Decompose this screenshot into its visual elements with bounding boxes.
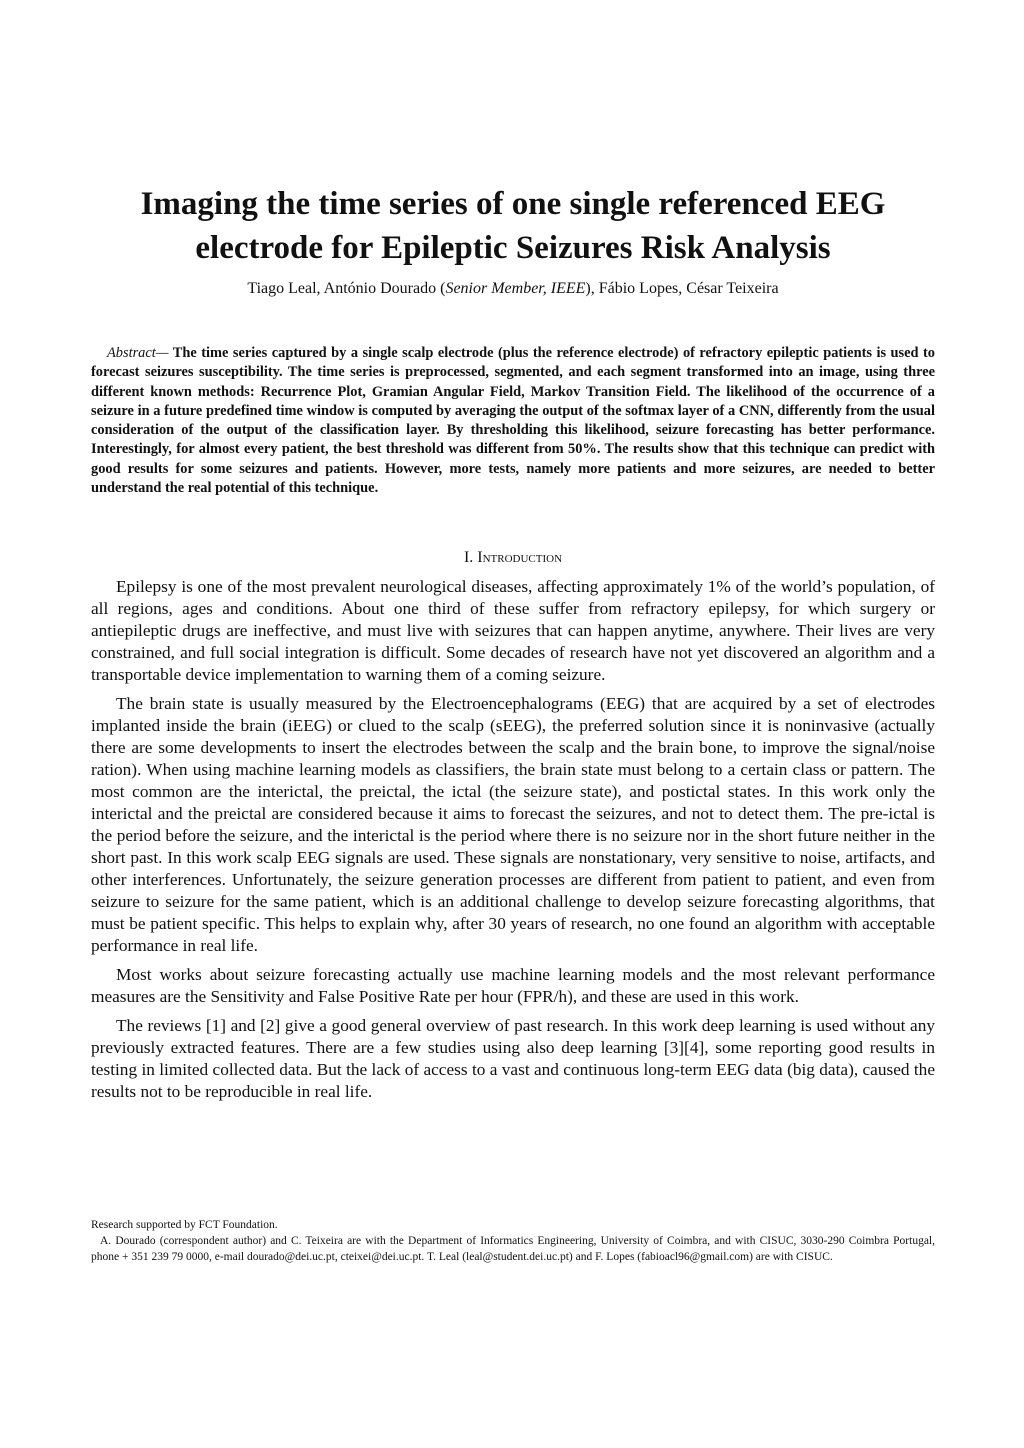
- section-title: Introduction: [477, 549, 563, 566]
- authors-names-rest: ), Fábio Lopes, César Teixeira: [585, 280, 779, 297]
- footnote-support: Research supported by FCT Foundation.: [91, 1219, 278, 1231]
- abstract-label: Abstract—: [107, 345, 169, 361]
- footnote: [91, 1217, 935, 1265]
- paragraph: The reviews [1] and [2] give a good general overview of past research. In this work deep learning is used without any previously extracted features. There are a few studies using also deep learning [3][4], some reporting good results in testing in limited collected data. But the lack of access to a vast and continuous long-term EEG data (big data), caused the results not to be reproducible in real life.: [91, 1016, 935, 1101]
- authors-names-first: Tiago Leal, António Dourado (: [247, 280, 446, 297]
- section-number: I.: [463, 549, 474, 566]
- paper-title: Imaging the time series of one single referenced EEG electrode for Epileptic Seizures Risk Analysis: [140, 186, 886, 266]
- paragraph: Most works about seizure forecasting actually use machine learning models and the most relevant performance measures are the Sensitivity and False Positive Rate per hour (FPR/h), and these are used in this work.: [91, 965, 935, 1006]
- introduction-body: [91, 576, 935, 1110]
- section-heading-introduction: [91, 547, 935, 569]
- paragraph: Epilepsy is one of the most prevalent neurological diseases, affecting approximately 1% of the world’s population, of all regions, ages and conditions. About one third of these suffer from refractory epilepsy, for which surgery or antiepileptic drugs are ineffective, and must live with seizures that can happen anytime, anywhere. Their lives are very constrained, and full social integration is difficult. Some decades of research have not yet discovered an algorithm and a transportable device implementation to warning them of a coming seizure.: [91, 577, 935, 684]
- author-role: Senior Member, IEEE: [445, 280, 586, 297]
- paragraph: The brain state is usually measured by the Electroencephalograms (EEG) that are acquired by a set of electrodes implanted inside the brain (iEEG) or clued to the scalp (sEEG), the preferred solution since it is noninvasive (actually there are some developments to insert the electrodes between the scalp and the brain bone, to improve the signal/noise ration). When using machine learning models as classifiers, the brain state must belong to a certain class or pattern. The most common are the interictal, the preictal, the ictal (the seizure state), and postictal states. In this work only the interictal and the preictal are considered because it aims to forecast the seizures, and not to detect them. The pre-ictal is the period before the seizure, and the interictal is the period where there is no seizure nor in the short future neither in the short past. In this work scalp EEG signals are used. These signals are nonstationary, very sensitive to noise, artifacts, and other interferences. Unfortunately, the seizure generation processes are different from patient to patient, and even from seizure to seizure for the same patient, which is an additional challenge to develop seizure forecasting algorithms, that must be patient specific. This helps to explain why, after 30 years of research, no one found an algorithm with acceptable performance in real life.: [91, 694, 935, 955]
- abstract: [91, 344, 935, 498]
- author-line: [91, 279, 935, 299]
- footnote-affiliation: A. Dourado (correspondent author) and C. Teixeira are with the Department of Informatics Engineering, University of Coimbra, and with CISUC, 3030-290 Coimbra Portugal, phone + 351 239 79 0000, e-mail dourado@dei.uc.pt, cteixei@dei.uc.pt. T. Leal (leal@student.dei.uc.pt) and F. Lopes (fabioacl96@gmail.com) are with CISUC.: [91, 1235, 935, 1263]
- abstract-text: The time series captured by a single scalp electrode (plus the reference electrode) of refractory epileptic patients is used to forecast seizures susceptibility. The time series is preprocessed, segmented, and each segment transformed into an image, using three different known methods: Recurrence Plot, Gramian Angular Field, Markov Transition Field. The likelihood of the occurrence of a seizure in a future predefined time window is computed by averaging the output of the softmax layer of a CNN, differently from the usual consideration of the output of the classification layer. By thresholding this likelihood, seizure forecasting has better performance. Interestingly, for almost every patient, the best threshold was different from 50%. The results show that this technique can predict with good results for some seizures and patients. However, more tests, namely more patients and more seizures, are needed to better understand the real potential of this technique.: [91, 345, 935, 497]
